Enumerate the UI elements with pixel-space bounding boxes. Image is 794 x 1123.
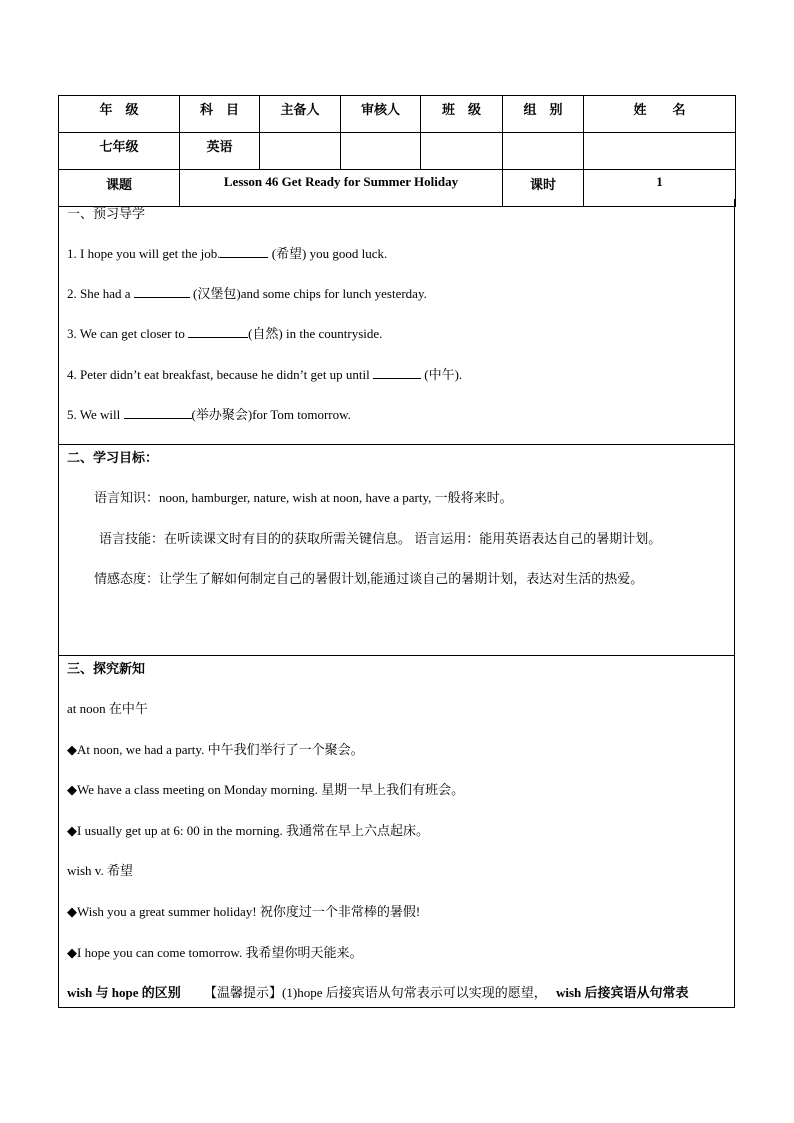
item-text: 3. We can get closer to — [67, 326, 189, 341]
item-text: 4. Peter didn’t eat breakfast, because he didn’t get up until — [67, 367, 374, 382]
class-label: 班 级 — [421, 96, 503, 133]
topic-label: 课题 — [59, 170, 180, 207]
header-table — [58, 95, 736, 207]
goal-skills: 语言技能：在听读课文时有目的的获取所需关键信息。 语言运用：能用英语表达自己的暑期计划。 — [99, 531, 662, 546]
answer-blank[interactable] — [124, 407, 192, 419]
goal-knowledge: 语言知识：noon, hamburger, nature, wish at noon, have a party, 一般将来时。 — [94, 490, 513, 505]
preview-item-2 — [67, 283, 427, 302]
difference-tip-tail: wish 后接宾语从句常表 — [555, 985, 689, 1000]
preview-item-5 — [67, 404, 351, 423]
item-text: (举办聚会)for Tom tomorrow. — [191, 407, 351, 422]
name-label: 姓 名 — [584, 96, 736, 133]
item-text: (中午). — [421, 367, 463, 382]
example-sentence-4: ◆Wish you a great summer holiday! 祝你度过一个非常棒的暑假! — [67, 904, 421, 919]
item-text: (汉堡包)and some chips for lunch yesterday. — [189, 286, 427, 301]
answer-blank[interactable] — [134, 286, 190, 298]
wish-hope-difference — [67, 982, 689, 1001]
item-text: 2. She had a — [67, 286, 134, 301]
example-sentence-1: ◆At noon, we had a party. 中午我们举行了一个聚会。 — [67, 742, 364, 757]
subject-value: 英语 — [180, 133, 260, 170]
answer-blank[interactable] — [220, 246, 268, 258]
goals-title: 二、学习目标： — [67, 450, 159, 465]
preview-item-4 — [67, 364, 462, 383]
phrase-wish: wish v. 希望 — [67, 863, 133, 878]
grade-label: 年 级 — [59, 96, 180, 133]
subject-label: 科 目 — [180, 96, 260, 133]
reviewer-value — [341, 133, 421, 170]
group-label: 组 别 — [503, 96, 584, 133]
preview-item-3 — [67, 323, 382, 342]
class-value — [421, 133, 503, 170]
difference-title: wish 与 hope 的区别 — [67, 985, 181, 1000]
difference-tip: 【温馨提示】(1)hope 后接宾语从句常表示可以实现的愿望， — [204, 985, 547, 1000]
reviewer-label: 审核人 — [341, 96, 421, 133]
example-sentence-5: ◆I hope you can come tomorrow. 我希望你明天能来。 — [67, 945, 363, 960]
header-row-labels — [59, 96, 736, 133]
phrase-at-noon: at noon 在中午 — [67, 701, 148, 716]
goal-attitude: 情感态度：让学生了解如何制定自己的暑假计划,能通过谈自己的暑期计划，表达对生活的热爱。 — [94, 571, 644, 586]
preparer-value — [260, 133, 341, 170]
preparer-label: 主备人 — [260, 96, 341, 133]
example-sentence-3: ◆I usually get up at 6: 00 in the morning. 我通常在早上六点起床。 — [67, 823, 430, 838]
explore-title: 三、探究新知 — [67, 661, 146, 676]
preview-item-1 — [67, 243, 387, 262]
group-value — [503, 133, 584, 170]
item-text: 1. I hope you will get the job. — [67, 246, 221, 261]
grade-value: 七年级 — [59, 133, 180, 170]
name-value — [584, 133, 736, 170]
period-label: 课时 — [503, 170, 584, 207]
item-text: 5. We will — [67, 407, 124, 422]
explore-section — [58, 656, 735, 1008]
answer-blank[interactable] — [188, 326, 248, 338]
preview-section — [58, 199, 735, 445]
preview-title: 一、预习导学 — [67, 206, 146, 221]
lesson-title: Lesson 46 Get Ready for Summer Holiday — [180, 170, 503, 207]
example-sentence-2: ◆We have a class meeting on Monday morning. 星期一早上我们有班会。 — [67, 782, 465, 797]
item-text: (自然) in the countryside. — [248, 326, 383, 341]
goals-section — [58, 445, 735, 656]
header-row-values — [59, 133, 736, 170]
period-value: 1 — [584, 170, 736, 207]
item-text: (希望) you good luck. — [268, 246, 388, 261]
answer-blank[interactable] — [373, 367, 421, 379]
